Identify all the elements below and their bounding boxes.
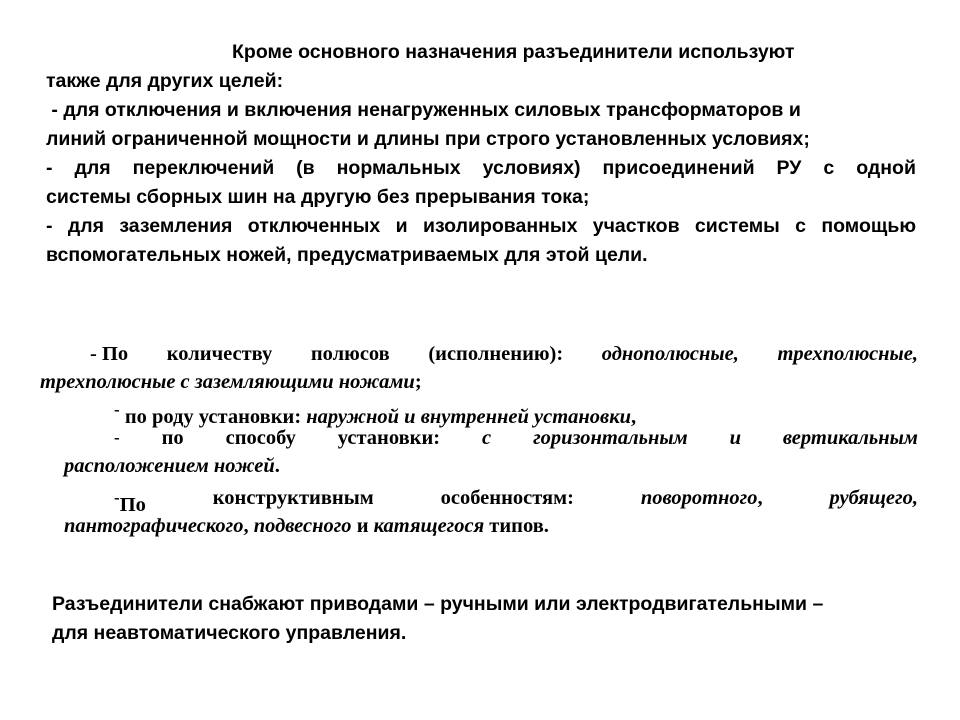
item3-line-2: вспомогательных ножей, предусматриваемых для этой цели. <box>46 244 648 266</box>
word: и <box>395 215 408 237</box>
bullet-dash: - <box>114 400 120 419</box>
word: переключений <box>132 157 275 179</box>
word: для <box>67 215 104 237</box>
word: - По <box>90 343 129 365</box>
punct: , <box>757 487 763 509</box>
design-type-1 <box>641 484 763 512</box>
install-line <box>40 396 918 428</box>
drives-line-1: Разъединители снабжают приводами – ручными или электродвигательными – <box>52 593 824 615</box>
punct: ; <box>414 371 422 393</box>
intro-line-2: также для других целей: <box>46 70 284 92</box>
word: одной <box>856 157 916 179</box>
drives-line-2: для неавтоматического управления. <box>52 622 407 644</box>
install-label: по роду установки: <box>119 405 307 428</box>
design-lead <box>114 484 146 516</box>
word: нормальных <box>336 157 461 179</box>
punct: , <box>243 515 254 537</box>
word: поворотного <box>640 487 758 509</box>
method-line-1 <box>114 424 918 452</box>
item2-line-1 <box>46 154 916 183</box>
design-line-2 <box>40 512 918 540</box>
word: и <box>729 427 741 449</box>
word: системы <box>694 215 780 237</box>
design-type: катящегося <box>373 515 485 537</box>
word: РУ <box>776 157 802 179</box>
word: по <box>161 427 184 449</box>
punct: . <box>274 455 280 477</box>
item1-line-2: линий ограниченной мощности и длины при строго установленных условиях; <box>46 128 810 150</box>
word: - <box>46 215 53 237</box>
poles-line-1 <box>90 340 918 368</box>
conj: и <box>351 515 374 537</box>
design-type: пантографического <box>64 515 244 537</box>
word: заземления <box>119 215 233 237</box>
bullet-dash: - <box>114 488 120 507</box>
word: присоединений <box>602 157 755 179</box>
item1-line-1: - для отключения и включения ненагруженных силовых трансформаторов и <box>46 99 801 121</box>
word: с <box>795 215 807 237</box>
word: с <box>482 427 492 449</box>
word: вертикальным <box>782 427 918 449</box>
poles-types: трехполюсные с заземляющими ножами <box>40 371 415 393</box>
word: полюсов <box>310 343 390 365</box>
intro-block <box>46 38 916 270</box>
word: - <box>46 157 53 179</box>
word: с <box>823 157 835 179</box>
word: трехполюсные, <box>777 343 918 365</box>
word: помощью <box>821 215 916 237</box>
tail: типов. <box>484 515 549 537</box>
word: (в <box>296 157 315 179</box>
word: рубящего, <box>829 487 918 509</box>
word: количеству <box>166 343 273 365</box>
word: отключенных <box>247 215 381 237</box>
classification-block <box>40 340 918 540</box>
word: способу <box>225 427 296 449</box>
bullet-dash: - <box>114 428 120 447</box>
poles-line-2 <box>40 368 918 396</box>
word: горизонтальным <box>533 427 688 449</box>
punct: , <box>631 405 637 428</box>
word: однополюсные, <box>601 343 739 365</box>
word: конструктивным <box>212 487 374 509</box>
design-line-1 <box>114 484 918 516</box>
drives-block <box>52 590 922 648</box>
word: По <box>119 493 146 516</box>
item2-line-2: системы сборных шин на другую без прерывания тока; <box>46 186 590 208</box>
method-detail: расположением ножей <box>64 455 275 477</box>
item3-line-1 <box>46 212 916 241</box>
word: изолированных <box>422 215 578 237</box>
design-type: подвесного <box>253 515 352 537</box>
word: (исполнению): <box>428 343 564 365</box>
install-types: наружной и внутренней установки <box>306 405 631 428</box>
word: установки: <box>337 427 441 449</box>
method-line-2 <box>40 452 918 480</box>
word: условиях) <box>482 157 581 179</box>
word: особенностям: <box>440 487 574 509</box>
word: участков <box>592 215 680 237</box>
word: для <box>74 157 111 179</box>
intro-line-1: Кроме основного назначения разъединители используют <box>232 41 795 63</box>
